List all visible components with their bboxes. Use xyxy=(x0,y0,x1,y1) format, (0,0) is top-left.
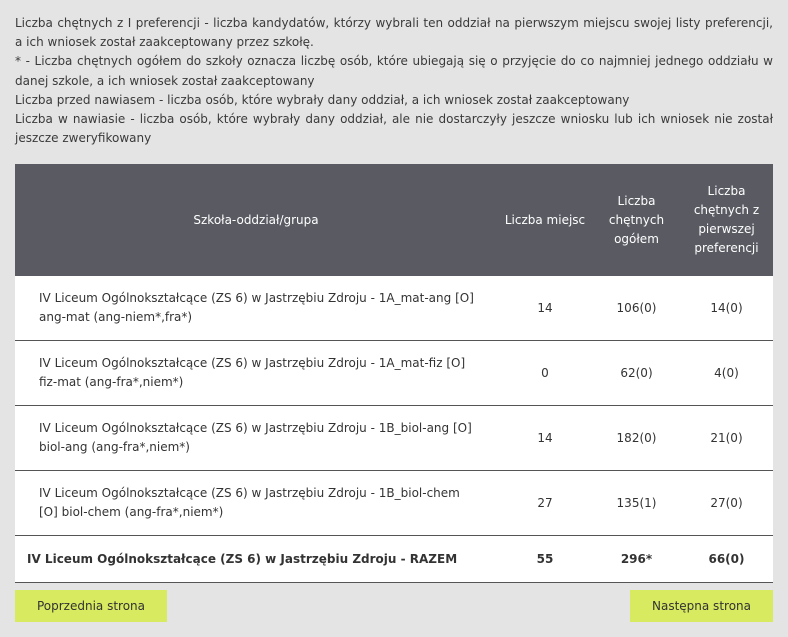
cell-class-name: IV Liceum Ogólnokształcące (ZS 6) w Jastrzębiu Zdroju - 1B_biol-ang [O] biol-ang (ang-fra*,niem*) xyxy=(15,406,497,471)
note-total-applicants: * - Liczba chętnych ogółem do szkoły oznacza liczbę osób, które ubiegają się o przyjęcie do co najmniej jednego oddziału w danej szkole, a ich wniosek został zaakceptowany xyxy=(15,54,773,88)
cell-first-preference: 4(0) xyxy=(680,341,773,406)
note-number-before-bracket: Liczba przed nawiasem - liczba osób, które wybrały dany oddział, a ich wniosek został zaakceptowany xyxy=(15,92,630,107)
table-total-row xyxy=(15,536,773,583)
cell-places: 0 xyxy=(497,341,593,406)
cell-total-applicants: 182(0) xyxy=(593,406,680,471)
table-row xyxy=(15,406,773,471)
cell-class-name: IV Liceum Ogólnokształcące (ZS 6) w Jastrzębiu Zdroju - 1A_mat-ang [O] ang-mat (ang-niem*,fra*) xyxy=(15,276,497,341)
total-places: 55 xyxy=(497,536,593,583)
header-total-applicants: Liczba chętnych ogółem xyxy=(593,164,680,276)
results-table xyxy=(15,164,773,583)
cell-first-preference: 27(0) xyxy=(680,471,773,536)
previous-page-button[interactable]: Poprzednia strona xyxy=(15,590,167,622)
cell-places: 27 xyxy=(497,471,593,536)
total-first-preference: 66(0) xyxy=(680,536,773,583)
total-school-name: IV Liceum Ogólnokształcące (ZS 6) w Jastrzębiu Zdroju - RAZEM xyxy=(15,536,497,583)
total-applicants: 296* xyxy=(593,536,680,583)
table-header-row xyxy=(15,164,773,276)
table-row xyxy=(15,276,773,341)
table-row xyxy=(15,471,773,536)
cell-total-applicants: 106(0) xyxy=(593,276,680,341)
cell-class-name: IV Liceum Ogólnokształcące (ZS 6) w Jastrzębiu Zdroju - 1A_mat-fiz [O] fiz-mat (ang-fra*,niem*) xyxy=(15,341,497,406)
header-school-class: Szkoła-oddział/grupa xyxy=(15,164,497,276)
cell-first-preference: 14(0) xyxy=(680,276,773,341)
note-number-in-bracket: Liczba w nawiasie - liczba osób, które wybrały dany oddział, ale nie dostarczyły jeszcze wniosku lub ich wniosek nie został jeszcze zweryfikowany xyxy=(15,112,773,146)
header-places: Liczba miejsc xyxy=(497,164,593,276)
next-page-button[interactable]: Następna strona xyxy=(630,590,773,622)
cell-total-applicants: 62(0) xyxy=(593,341,680,406)
legend-notes xyxy=(15,14,773,148)
note-first-preference: Liczba chętnych z I preferencji - liczba kandydatów, którzy wybrali ten oddział na pierwszym miejscu swojej listy preferencji, a ich wniosek został zaakceptowany przez szkołę. xyxy=(15,16,773,50)
cell-places: 14 xyxy=(497,276,593,341)
cell-places: 14 xyxy=(497,406,593,471)
table-row xyxy=(15,341,773,406)
cell-class-name: IV Liceum Ogólnokształcące (ZS 6) w Jastrzębiu Zdroju - 1B_biol-chem [O] biol-chem (ang-fra*,niem*) xyxy=(15,471,497,536)
cell-first-preference: 21(0) xyxy=(680,406,773,471)
cell-total-applicants: 135(1) xyxy=(593,471,680,536)
header-first-preference: Liczba chętnych z pierwszej preferencji xyxy=(680,164,773,276)
